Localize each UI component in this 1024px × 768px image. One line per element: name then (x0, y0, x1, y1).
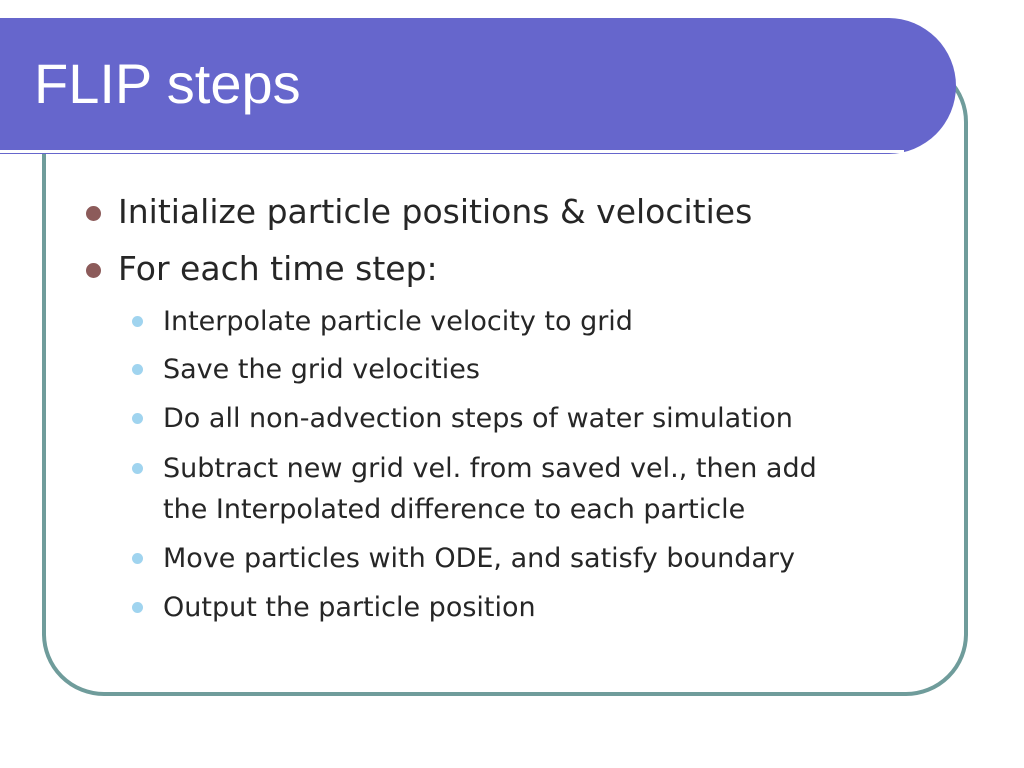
sub-bullet-dot-icon (132, 316, 143, 327)
bullet-text: Initialize particle positions & velocities (118, 192, 753, 231)
sub-bullet-dot-icon (132, 553, 143, 564)
sub-bullet-text: Subtract new grid vel. from saved vel., then add the Interpolated difference to each particle (163, 453, 817, 525)
sub-bullet-dot-icon (132, 364, 143, 375)
sub-bullet-text: Save the grid velocities (163, 354, 480, 385)
slide-title: FLIP steps (34, 52, 301, 115)
bullet-dot-icon (86, 206, 101, 221)
bullet-text: For each time step: (118, 249, 438, 288)
bullet-dot-icon (86, 263, 101, 278)
sub-bullet-dot-icon (132, 463, 143, 474)
sub-bullet-text: Interpolate particle velocity to grid (163, 306, 633, 337)
sub-bullet-text: Do all non-advection steps of water simulation (163, 403, 793, 434)
sub-bullet-dot-icon (132, 413, 143, 424)
sub-bullet-text: Move particles with ODE, and satisfy boundary (163, 543, 795, 574)
sub-bullet-dot-icon (132, 602, 143, 613)
sub-bullet-text: Output the particle position (163, 592, 536, 623)
